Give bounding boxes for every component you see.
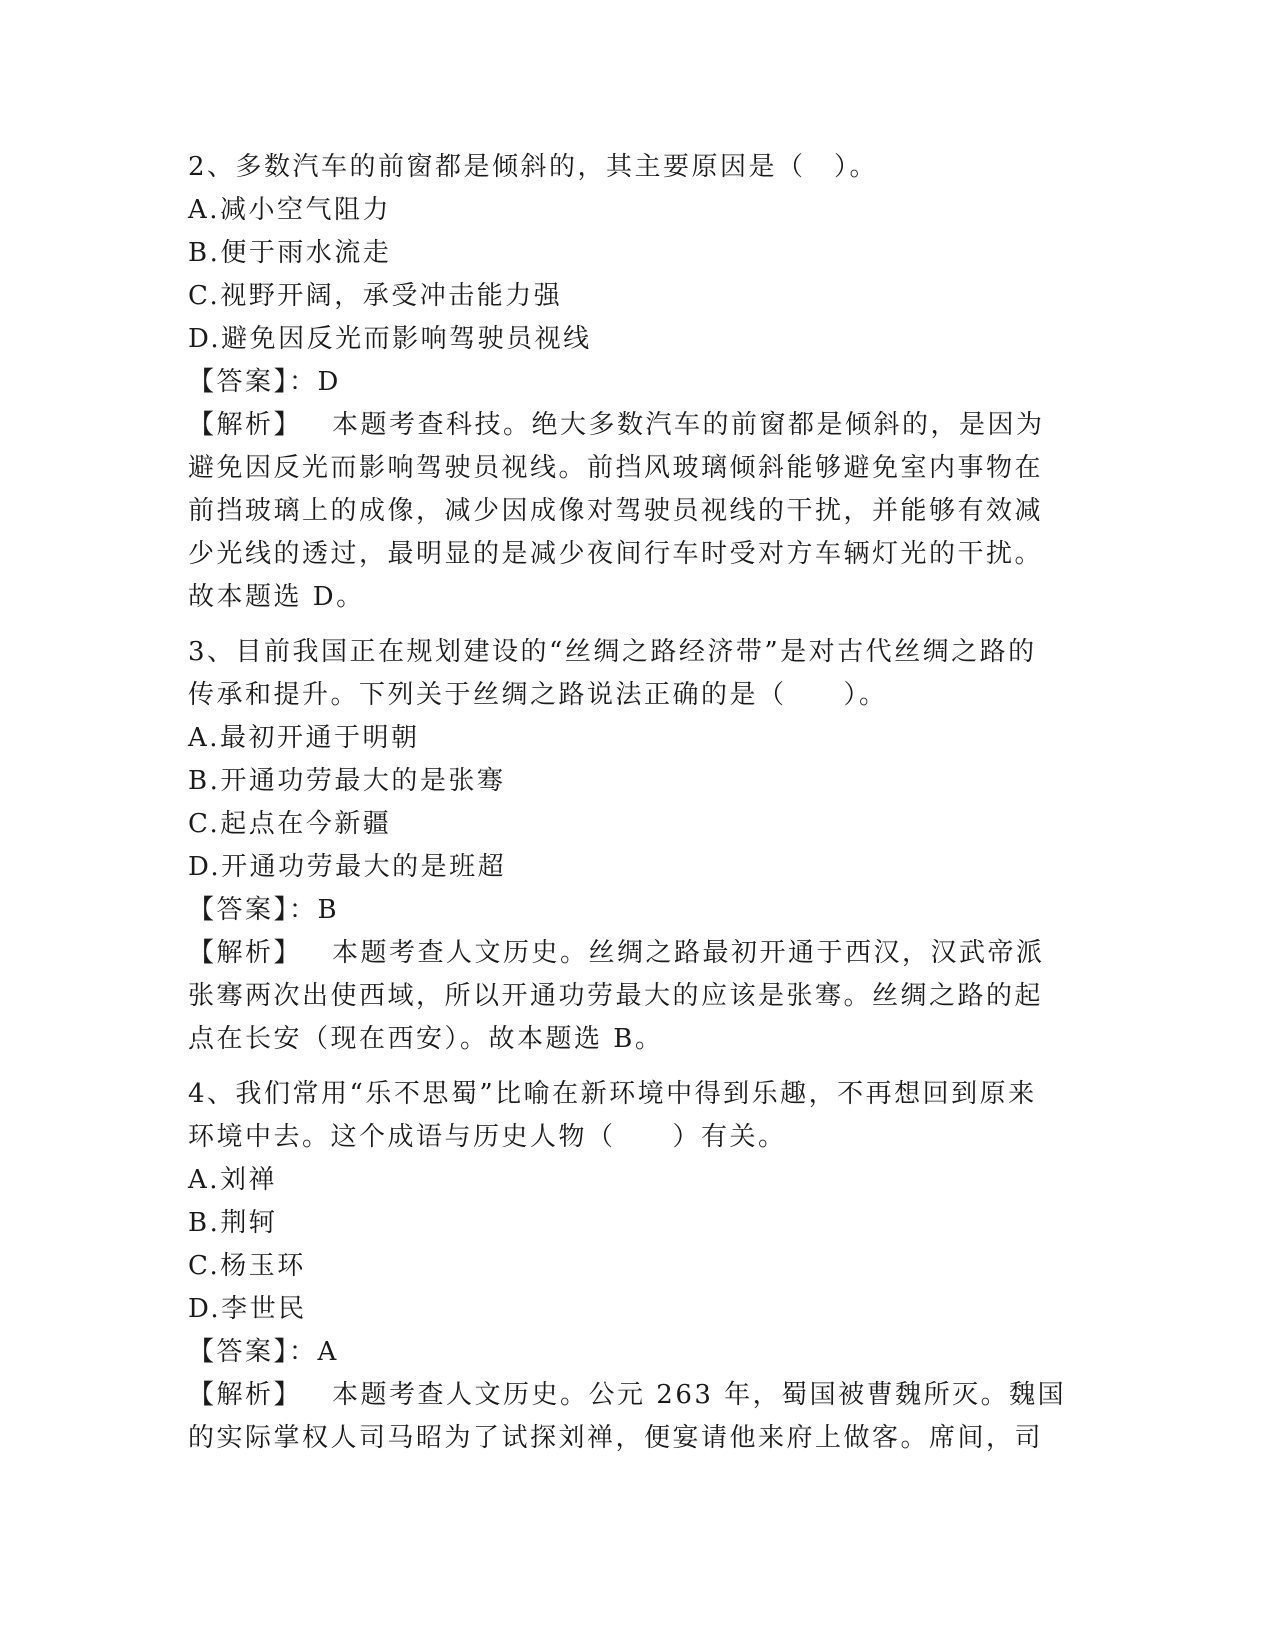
option-d: D.李世民 [188,1294,307,1324]
answer-line [188,1331,1088,1374]
analysis-text: 本题考查人文历史。公元 263 年，蜀国被曹魏所灭。魏国 [332,1380,1067,1410]
document-page [188,146,1088,1460]
option-b: B.荆轲 [188,1208,278,1238]
option-d: D.开通功劳最大的是班超 [188,852,507,882]
analysis-text: 前挡玻璃上的成像，减少因成像对驾驶员视线的干扰，并能够有效减 [188,496,1044,526]
answer-value: B [317,895,340,925]
question-2 [188,146,1088,619]
answer-label: 【答案】： [188,1337,318,1367]
option-b: B.便于雨水流走 [188,238,392,268]
analysis-text: 本题考查人文历史。丝绸之路最初开通于西汉，汉武帝派 [332,938,1045,968]
question-3 [188,631,1088,1061]
analysis-text: 故本题选 D。 [188,582,365,612]
analysis-text: 本题考查科技。绝大多数汽车的前窗都是倾斜的，是因为 [332,410,1045,440]
analysis-label: 【解析】 [188,938,303,968]
analysis-text: 点在长安（现在西安）。故本题选 B。 [188,1024,664,1054]
question-4 [188,1073,1088,1460]
analysis-line [188,1374,1088,1417]
option-a: A.最初开通于明朝 [188,723,420,753]
answer-label: 【答案】： [188,367,318,397]
question-stem: 4、我们常用“乐不思蜀”比喻在新环境中得到乐趣，不再想回到原来 [188,1079,1037,1109]
question-stem: 3、目前我国正在规划建设的“丝绸之路经济带”是对古代丝绸之路的 [188,637,1037,667]
answer-value: A [317,1337,339,1367]
question-stem: 2、多数汽车的前窗都是倾斜的，其主要原因是（ ）。 [188,152,879,182]
analysis-text: 张骞两次出使西域，所以开通功劳最大的应该是张骞。丝绸之路的起 [188,981,1044,1011]
option-d: D.避免因反光而影响驾驶员视线 [188,324,592,354]
answer-line [188,361,1088,404]
answer-line [188,889,1088,932]
analysis-line [188,932,1088,975]
analysis-label: 【解析】 [188,1380,303,1410]
analysis-text: 少光线的透过，最明显的是减少夜间行车时受对方车辆灯光的干扰。 [188,539,1044,569]
option-a: A.刘禅 [188,1165,278,1195]
option-c: C.视野开阔，承受冲击能力强 [188,281,563,311]
question-stem: 传承和提升。下列关于丝绸之路说法正确的是（ ）。 [188,680,888,710]
analysis-label: 【解析】 [188,410,303,440]
option-b: B.开通功劳最大的是张骞 [188,766,506,796]
analysis-text: 避免因反光而影响驾驶员视线。前挡风玻璃倾斜能够避免室内事物在 [188,453,1044,483]
option-c: C.起点在今新疆 [188,809,392,839]
option-c: C.杨玉环 [188,1251,306,1281]
analysis-text: 的实际掌权人司马昭为了试探刘禅，便宴请他来府上做客。席间，司 [188,1423,1044,1453]
answer-value: D [317,367,341,397]
question-stem: 环境中去。这个成语与历史人物（ ）有关。 [188,1122,787,1152]
option-a: A.减小空气阻力 [188,195,392,225]
analysis-line [188,404,1088,447]
answer-label: 【答案】： [188,895,318,925]
